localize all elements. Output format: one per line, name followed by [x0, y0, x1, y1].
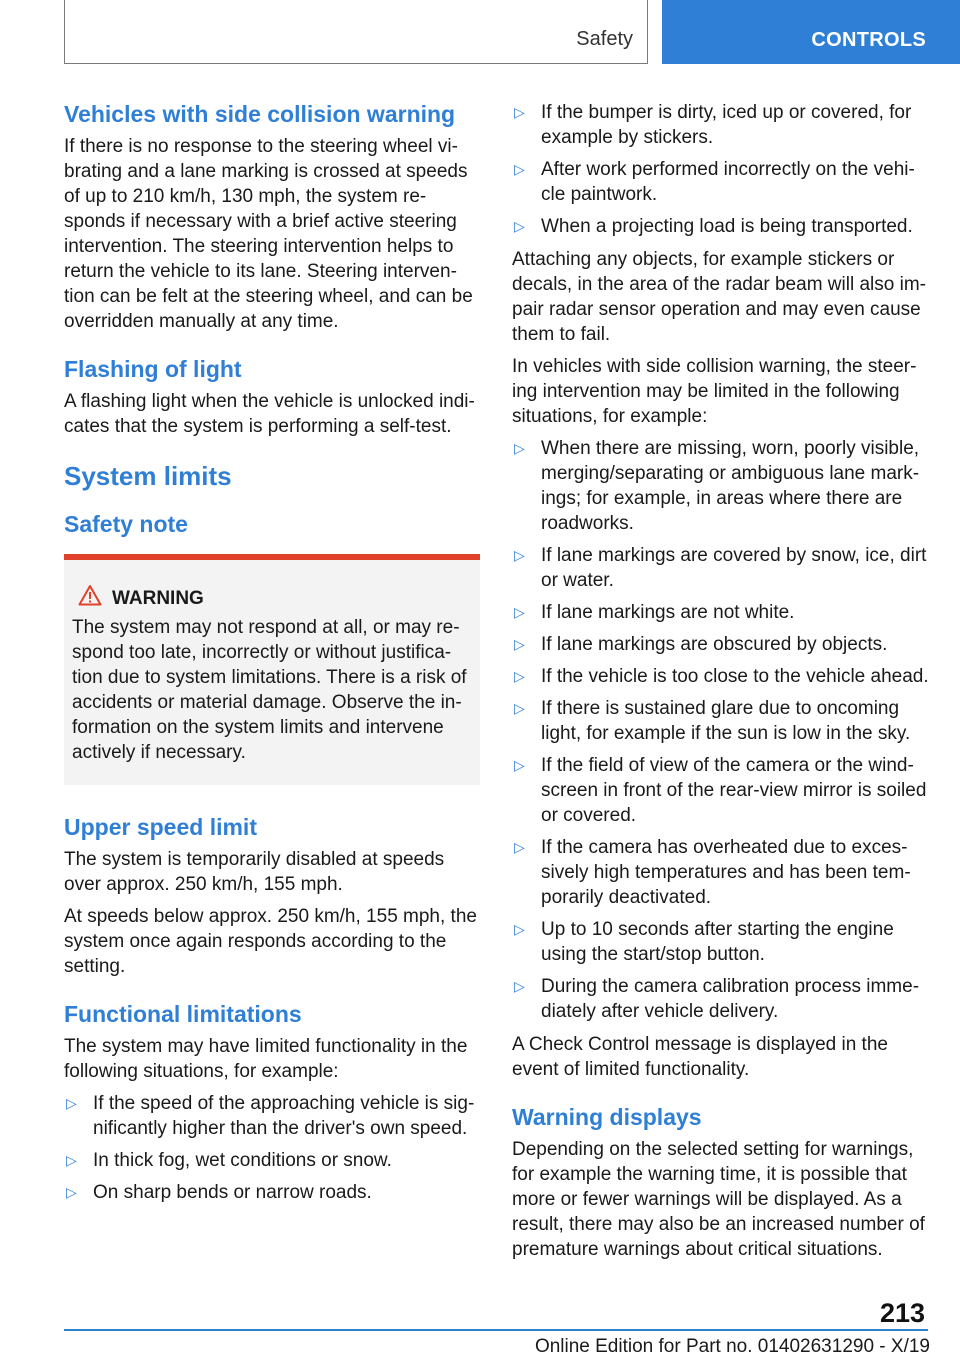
- paragraph-upper-2: At speeds below approx. 250 km/h, 155 mph, the system once again responds according to the setting.: [64, 906, 477, 977]
- functional-list: [64, 1091, 480, 1205]
- paragraph-upper-1: The system is temporarily disabled at speeds over approx. 250 km/h, 155 mph.: [64, 849, 445, 895]
- list-item: ▷ Up to 10 seconds after starting the engine using the start/stop button.: [514, 919, 894, 965]
- list-item: ▷ If the vehicle is too close to the vehicle ahead.: [514, 666, 929, 687]
- heading-safety-note: Safety note: [64, 511, 188, 537]
- list-item: ▷ If lane markings are obscured by objects.: [514, 634, 888, 655]
- triangle-right-icon: ▷: [514, 547, 525, 563]
- footer-rule-page: [862, 1329, 928, 1331]
- list-item: ▷ When a projecting load is being transported.: [514, 216, 913, 237]
- left-column: [64, 100, 480, 1213]
- paragraph-side-limits: In vehicles with side collision warning, the steering intervention may be limited in the following situations, for example:: [512, 356, 917, 427]
- triangle-right-icon: ▷: [514, 978, 525, 994]
- warning-text: The system may not respond at all, or may respond too late, incorrectly or without justification due to system limitations. There is a risk of accidents or material damage. Observe the information on the system limits and intervene actively if necessary.: [72, 617, 467, 763]
- list-item: ▷ When there are missing, worn, poorly visible, merging/separating or ambiguous lane markings; for example, in areas where there are roadworks.: [514, 438, 920, 534]
- steering-limits-list: [512, 436, 932, 1024]
- warning-title-text: WARNING: [112, 588, 204, 609]
- list-item: ▷ During the camera calibration process immediately after vehicle delivery.: [514, 976, 920, 1022]
- paragraph-attach: Attaching any objects, for example stickers or decals, in the area of the radar beam will also impair radar sensor operation and may even cause them to fail.: [512, 249, 926, 345]
- triangle-right-icon: ▷: [514, 104, 525, 120]
- footer-edition: Online Edition for Part no. 01402631290 - X/19: [534, 1336, 930, 1357]
- list-item: ▷ If the speed of the approaching vehicle is significantly higher than the driver's own speed.: [66, 1093, 475, 1139]
- triangle-right-icon: ▷: [514, 636, 525, 652]
- triangle-right-icon: ▷: [514, 839, 525, 855]
- list-item: ▷ If the bumper is dirty, iced up or covered, for example by stickers.: [514, 102, 912, 148]
- list-item: ▷ If lane markings are covered by snow, ice, dirt or water.: [514, 545, 927, 591]
- triangle-right-icon: ▷: [514, 757, 525, 773]
- triangle-right-icon: ▷: [514, 218, 525, 234]
- list-item: ▷ If the field of view of the camera or the windscreen in front of the rear-view mirror is soiled or covered.: [514, 755, 927, 826]
- right-column: [512, 100, 932, 1269]
- header-section-box: [64, 0, 648, 64]
- page-number: 213: [880, 1298, 926, 1328]
- paragraph-functional: The system may have limited functionality in the following situations, for example:: [64, 1036, 468, 1082]
- triangle-right-icon: ▷: [514, 604, 525, 620]
- list-item: ▷ If the camera has overheated due to excessively high temperatures and has been temporarily deactivated.: [514, 837, 911, 908]
- paragraph-check-control: A Check Control message is displayed in the event of limited functionality.: [512, 1034, 888, 1080]
- heading-system-limits: System limits: [64, 461, 232, 491]
- header-chapter-tab: [662, 0, 960, 64]
- warning-title: [72, 586, 472, 611]
- warning-triangle-icon: [78, 584, 102, 606]
- paragraph-warning-displays: Depending on the selected setting for warnings, for example the warning time, it is possible that more or fewer warnings will be displayed. As a result, there may also be an increased number of premature warnings about critical situations.: [512, 1139, 925, 1260]
- sensor-list: [512, 100, 932, 239]
- list-item: ▷ After work performed incorrectly on the vehicle paintwork.: [514, 159, 915, 205]
- heading-upper-speed-limit: Upper speed limit: [64, 814, 257, 840]
- list-item: ▷ If there is sustained glare due to oncoming light, for example if the sun is low in the sky.: [514, 698, 911, 744]
- header-section-label: Safety: [576, 28, 633, 50]
- warning-box: [64, 554, 480, 785]
- triangle-right-icon: ▷: [514, 161, 525, 177]
- triangle-right-icon: ▷: [514, 921, 525, 937]
- footer-rule: [64, 1329, 862, 1331]
- list-item: ▷ In thick fog, wet conditions or snow.: [66, 1150, 392, 1171]
- heading-side-collision: Vehicles with side collision warning: [64, 101, 456, 127]
- heading-flashing-light: Flashing of light: [64, 356, 242, 382]
- triangle-right-icon: ▷: [66, 1095, 77, 1111]
- paragraph-side-collision: If there is no response to the steering wheel vibrating and a lane marking is crossed at speeds of up to 210 km/h, 130 mph, the system responds if necessary with a brief active steering intervention. The steering intervention helps to return the vehicle to its lane. Steering intervention can be felt at the steering wheel, and can be overridden manually at any time.: [64, 136, 473, 332]
- triangle-right-icon: ▷: [514, 668, 525, 684]
- triangle-right-icon: ▷: [66, 1184, 77, 1200]
- triangle-right-icon: ▷: [514, 700, 525, 716]
- heading-warning-displays: Warning displays: [512, 1104, 702, 1130]
- list-item: ▷ If lane markings are not white.: [514, 602, 795, 623]
- header-chapter-label: CONTROLS: [811, 29, 926, 51]
- triangle-right-icon: ▷: [514, 440, 525, 456]
- triangle-right-icon: ▷: [66, 1152, 77, 1168]
- list-item: ▷ On sharp bends or narrow roads.: [66, 1182, 372, 1203]
- heading-functional-limitations: Functional limitations: [64, 1001, 302, 1027]
- paragraph-flashing-light: A flashing light when the vehicle is unlocked indicates that the system is performing a self-test.: [64, 391, 475, 437]
